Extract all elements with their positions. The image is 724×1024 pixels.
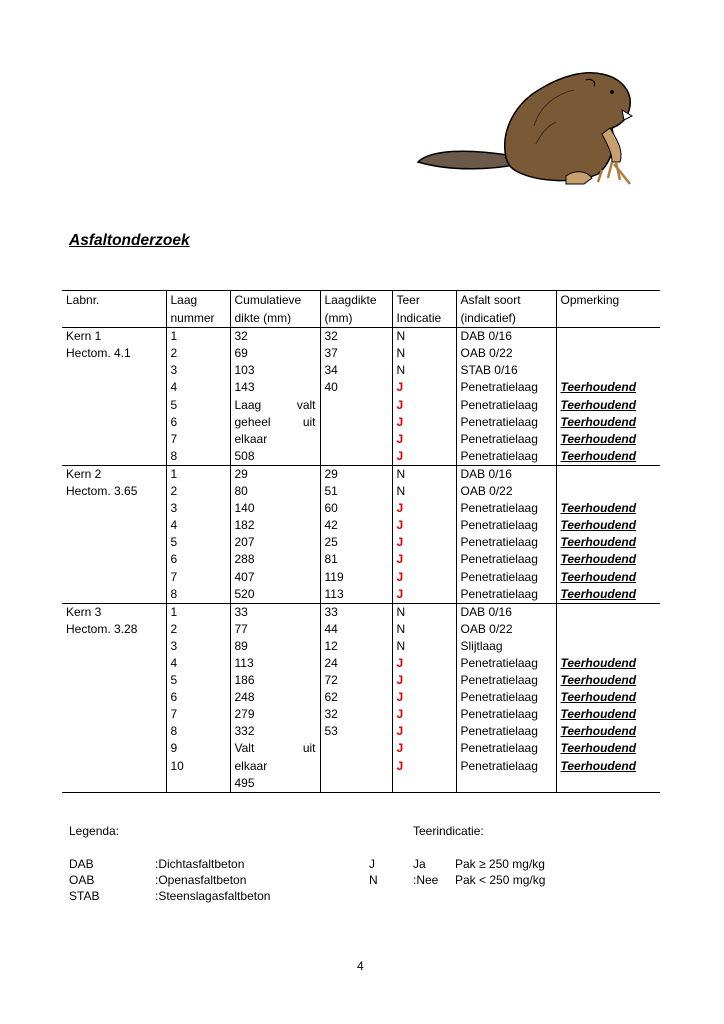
cell-laag-nummer: 1 [166, 603, 230, 621]
cell-laag-nummer: 6 [166, 689, 230, 706]
cell-laag-nummer [166, 775, 230, 793]
cell-cumulatieve-dikte: 407 [234, 569, 255, 584]
cell-text-part: uit [302, 414, 316, 429]
cell-laagdikte: 12 [320, 638, 392, 655]
cell-opmerking: Teerhoudend [560, 569, 637, 584]
cell-opmerking: Teerhoudend [560, 741, 637, 756]
cell-cumulatieve-dikte: 103 [234, 363, 255, 378]
cell-laagdikte [320, 448, 392, 466]
cell-laag-nummer: 4 [166, 379, 230, 396]
cell-laagdikte: 24 [320, 655, 392, 672]
cell-labnr [62, 517, 166, 534]
cell-labnr: Hectom. 4.1 [66, 346, 131, 361]
cell-teer-indicatie: N [396, 638, 406, 653]
teer-desc: Pak ≥ 250 mg/kg [455, 857, 545, 871]
legend-desc: :Steenslagasfaltbeton [155, 889, 271, 903]
cell-asfalt-soort: STAB 0/16 [456, 362, 556, 379]
cell-asfalt-soort: Penetratielaag [456, 689, 556, 706]
cell-labnr [62, 775, 166, 793]
cell-teer-indicatie: J [396, 431, 404, 446]
cell-teer-indicatie: J [396, 690, 404, 705]
cell-teer-indicatie: J [396, 724, 404, 739]
table-row [62, 655, 660, 672]
cell-asfalt-soort: Slijtlaag [456, 638, 556, 655]
cell-cumulatieve-dikte [230, 414, 320, 431]
column-header [556, 309, 660, 328]
table-header-row [62, 309, 660, 328]
cell-asfalt-soort: DAB 0/16 [456, 603, 556, 621]
cell-opmerking: Teerhoudend [560, 501, 637, 516]
cell-opmerking [556, 603, 660, 621]
cell-cumulatieve-dikte: 77 [234, 621, 248, 636]
cell-teer-indicatie: J [396, 586, 404, 601]
cell-asfalt-soort: Penetratielaag [456, 534, 556, 551]
cell-labnr: Hectom. 3.65 [66, 484, 138, 499]
cell-labnr [62, 723, 166, 740]
cell-laag-nummer: 5 [166, 672, 230, 689]
cell-laagdikte: 29 [320, 465, 392, 483]
cell-cumulatieve-dikte: elkaar [234, 431, 268, 446]
cell-asfalt-soort: Penetratielaag [456, 431, 556, 448]
cell-teer-indicatie: N [396, 484, 406, 499]
column-header [62, 309, 166, 328]
cell-laagdikte: 40 [320, 379, 392, 396]
page-title: Asfaltonderzoek [69, 232, 190, 249]
cell-laag-nummer: 3 [166, 500, 230, 517]
cell-asfalt-soort: Penetratielaag [456, 586, 556, 604]
cell-cumulatieve-dikte: 140 [234, 501, 255, 516]
page-number: 4 [357, 959, 364, 973]
cell-opmerking: Teerhoudend [560, 448, 637, 463]
table-row [62, 379, 660, 396]
cell-cumulatieve-dikte: 113 [234, 655, 254, 670]
cell-labnr [62, 706, 166, 723]
cell-laagdikte: 32 [320, 706, 392, 723]
cell-teer-indicatie: J [396, 535, 404, 550]
cell-text-part: geheel [234, 414, 271, 429]
cell-opmerking: Teerhoudend [560, 586, 637, 601]
cell-cumulatieve-dikte: 279 [234, 707, 255, 722]
legend-abbr: OAB [69, 873, 95, 887]
table-row [62, 723, 660, 740]
column-header: Asfalt soort [456, 291, 556, 310]
cell-teer-indicatie: J [396, 448, 404, 463]
cell-labnr [62, 534, 166, 551]
cell-laagdikte [320, 414, 392, 431]
legend-abbr: STAB [69, 889, 100, 903]
table-row [62, 414, 660, 431]
column-header: Teer [392, 291, 456, 310]
cell-asfalt-soort: Penetratielaag [456, 397, 556, 414]
cell-asfalt-soort: Penetratielaag [456, 500, 556, 517]
cell-asfalt-soort: Penetratielaag [456, 758, 556, 775]
cell-asfalt-soort: OAB 0/22 [456, 621, 556, 638]
cell-labnr [62, 362, 166, 379]
cell-laag-nummer: 10 [166, 758, 230, 775]
cell-asfalt-soort: Penetratielaag [456, 379, 556, 396]
cell-teer-indicatie: N [396, 363, 406, 378]
table-row [62, 689, 660, 706]
table-row [62, 517, 660, 534]
cell-opmerking: Teerhoudend [560, 380, 637, 395]
table-row [62, 483, 660, 500]
cell-labnr [62, 431, 166, 448]
cell-laagdikte: 119 [320, 569, 392, 586]
cell-asfalt-soort: Penetratielaag [456, 551, 556, 568]
cell-asfalt-soort: Penetratielaag [456, 448, 556, 466]
cell-opmerking: Teerhoudend [560, 414, 637, 429]
cell-teer-indicatie: J [396, 655, 404, 670]
cell-cumulatieve-dikte: elkaar [234, 758, 268, 773]
cell-asfalt-soort: Penetratielaag [456, 706, 556, 723]
table-row [62, 431, 660, 448]
cell-opmerking: Teerhoudend [560, 431, 637, 446]
cell-laag-nummer: 6 [166, 414, 230, 431]
table-row [62, 551, 660, 568]
cell-laag-nummer: 4 [166, 655, 230, 672]
teer-code: N [369, 873, 378, 887]
cell-cumulatieve-dikte [230, 397, 320, 414]
cell-labnr [62, 500, 166, 517]
teer-label: :Nee [413, 873, 439, 887]
cell-teer-indicatie: J [396, 569, 404, 584]
teer-code: J [369, 857, 375, 871]
cell-labnr: Kern 2 [62, 465, 166, 483]
teer-label: Ja [413, 857, 426, 871]
cell-teer-indicatie [392, 775, 456, 793]
column-header: (mm) [320, 309, 392, 328]
cell-labnr: Kern 3 [62, 603, 166, 621]
cell-asfalt-soort: Penetratielaag [456, 672, 556, 689]
cell-teer-indicatie: J [396, 414, 404, 429]
cell-opmerking [556, 483, 660, 500]
cell-asfalt-soort: Penetratielaag [456, 655, 556, 672]
cell-laag-nummer: 7 [166, 569, 230, 586]
cell-laagdikte: 81 [320, 551, 392, 568]
cell-laag-nummer: 5 [166, 534, 230, 551]
cell-labnr: Kern 1 [66, 329, 102, 344]
cell-labnr [62, 448, 166, 466]
cell-teer-indicatie: N [396, 346, 406, 361]
column-header: Labnr. [62, 291, 166, 310]
cell-asfalt-soort: Penetratielaag [456, 740, 556, 757]
cell-opmerking: Teerhoudend [560, 552, 637, 567]
cell-opmerking: Teerhoudend [560, 518, 637, 533]
table-row [62, 638, 660, 655]
cell-laagdikte: 53 [320, 723, 392, 740]
cell-teer-indicatie: J [396, 673, 404, 688]
cell-laagdikte: 113 [320, 586, 392, 604]
cell-teer-indicatie: J [396, 501, 404, 516]
cell-opmerking [556, 345, 660, 362]
cell-laag-nummer: 3 [166, 362, 230, 379]
column-header: Opmerking [556, 291, 660, 310]
cell-laag-nummer: 2 [166, 621, 230, 638]
cell-labnr [62, 689, 166, 706]
cell-asfalt-soort [456, 775, 556, 793]
table-row [62, 534, 660, 551]
column-header: nummer [166, 309, 230, 328]
asfalt-table [62, 290, 660, 793]
cell-text-part: valt [296, 397, 316, 412]
cell-opmerking: Teerhoudend [560, 397, 637, 412]
cell-asfalt-soort: Penetratielaag [456, 569, 556, 586]
cell-text-part: Valt [234, 741, 255, 756]
table-row [62, 362, 660, 379]
cell-laagdikte [320, 740, 392, 757]
cell-laagdikte: 72 [320, 672, 392, 689]
table-row [62, 586, 660, 604]
cell-teer-indicatie: J [396, 707, 404, 722]
cell-laag-nummer: 9 [166, 740, 230, 757]
cell-laagdikte: 51 [320, 483, 392, 500]
cell-laagdikte [320, 775, 392, 793]
cell-laag-nummer: 7 [166, 431, 230, 448]
cell-laagdikte: 42 [320, 517, 392, 534]
table-row [62, 775, 660, 793]
cell-teer-indicatie: J [396, 741, 404, 756]
cell-laag-nummer: 1 [166, 328, 230, 346]
teer-desc: Pak < 250 mg/kg [455, 873, 546, 887]
cell-laag-nummer: 6 [166, 551, 230, 568]
cell-text-part: Laag [234, 397, 262, 412]
cell-labnr [62, 569, 166, 586]
cell-laag-nummer: 5 [166, 397, 230, 414]
cell-labnr [62, 758, 166, 775]
table-row [62, 465, 660, 483]
column-header: Cumulatieve [230, 291, 320, 310]
cell-laagdikte: 32 [320, 328, 392, 346]
cell-asfalt-soort: Penetratielaag [456, 723, 556, 740]
beaver-illustration [416, 66, 646, 190]
cell-laag-nummer: 8 [166, 448, 230, 466]
cell-labnr [62, 638, 166, 655]
table-row [62, 706, 660, 723]
cell-asfalt-soort: OAB 0/22 [456, 483, 556, 500]
cell-laagdikte [320, 431, 392, 448]
cell-labnr [62, 397, 166, 414]
column-header: (indicatief) [456, 309, 556, 328]
cell-labnr [62, 740, 166, 757]
cell-text-part: uit [302, 741, 316, 756]
cell-cumulatieve-dikte: 207 [234, 535, 255, 550]
cell-cumulatieve-dikte: 29 [230, 465, 320, 483]
cell-cumulatieve-dikte: 80 [234, 484, 248, 499]
cell-cumulatieve-dikte: 495 [230, 775, 320, 793]
cell-cumulatieve-dikte: 248 [234, 690, 255, 705]
table-row [62, 740, 660, 757]
cell-teer-indicatie: J [396, 758, 404, 773]
column-header: Laagdikte [320, 291, 392, 310]
cell-labnr [62, 655, 166, 672]
cell-labnr [62, 379, 166, 396]
cell-cumulatieve-dikte: 89 [234, 638, 248, 653]
cell-laagdikte [320, 758, 392, 775]
cell-laagdikte [320, 397, 392, 414]
table-header-row [62, 291, 660, 310]
cell-labnr [62, 551, 166, 568]
cell-opmerking [556, 775, 660, 793]
cell-asfalt-soort: Penetratielaag [456, 517, 556, 534]
cell-laagdikte: 25 [320, 534, 392, 551]
legend-abbr: DAB [69, 857, 94, 871]
table-row [62, 328, 660, 346]
cell-opmerking: Teerhoudend [560, 690, 637, 705]
cell-cumulatieve-dikte: 182 [234, 518, 255, 533]
cell-laag-nummer: 7 [166, 706, 230, 723]
cell-opmerking: Teerhoudend [560, 535, 637, 550]
cell-opmerking [556, 638, 660, 655]
table-row [62, 345, 660, 362]
teerindicatie-title: Teerindicatie: [413, 824, 484, 838]
legend-desc: :Dichtasfaltbeton [155, 857, 245, 871]
cell-opmerking [556, 328, 660, 346]
column-header: Indicatie [392, 309, 456, 328]
cell-asfalt-soort: OAB 0/22 [456, 345, 556, 362]
legend-desc: :Openasfaltbeton [155, 873, 247, 887]
table-row [62, 603, 660, 621]
column-header: dikte (mm) [230, 309, 320, 328]
cell-cumulatieve-dikte: 33 [230, 603, 320, 621]
cell-teer-indicatie: N [392, 603, 456, 621]
cell-laag-nummer: 3 [166, 638, 230, 655]
cell-teer-indicatie: J [396, 380, 404, 395]
cell-labnr: Hectom. 3.28 [66, 621, 138, 636]
cell-laagdikte: 33 [320, 603, 392, 621]
table-row [62, 758, 660, 775]
cell-asfalt-soort: DAB 0/16 [456, 465, 556, 483]
cell-cumulatieve-dikte: 288 [234, 552, 255, 567]
cell-opmerking: Teerhoudend [560, 655, 637, 670]
cell-laag-nummer: 8 [166, 586, 230, 604]
cell-laagdikte: 34 [320, 362, 392, 379]
cell-labnr [62, 414, 166, 431]
cell-cumulatieve-dikte: 186 [234, 673, 255, 688]
cell-opmerking [556, 621, 660, 638]
cell-laag-nummer: 1 [166, 465, 230, 483]
cell-cumulatieve-dikte [230, 740, 320, 757]
cell-opmerking: Teerhoudend [560, 724, 637, 739]
cell-asfalt-soort: DAB 0/16 [456, 328, 556, 346]
cell-teer-indicatie: N [396, 621, 406, 636]
cell-teer-indicatie: J [396, 397, 404, 412]
cell-opmerking: Teerhoudend [560, 673, 637, 688]
cell-opmerking: Teerhoudend [560, 707, 637, 722]
cell-laag-nummer: 2 [166, 483, 230, 500]
cell-laagdikte: 37 [320, 345, 392, 362]
column-header: Laag [166, 291, 230, 310]
table-row [62, 448, 660, 466]
table-row [62, 672, 660, 689]
cell-asfalt-soort: Penetratielaag [456, 414, 556, 431]
cell-labnr [62, 586, 166, 604]
cell-teer-indicatie: N [392, 465, 456, 483]
table-row [62, 397, 660, 414]
legend-title: Legenda: [69, 824, 120, 838]
cell-cumulatieve-dikte: 332 [234, 724, 255, 739]
cell-laag-nummer: 8 [166, 723, 230, 740]
cell-teer-indicatie: N [396, 329, 406, 344]
cell-laag-nummer: 2 [166, 345, 230, 362]
cell-opmerking [556, 362, 660, 379]
table-row [62, 500, 660, 517]
cell-teer-indicatie: J [396, 552, 404, 567]
cell-opmerking [556, 465, 660, 483]
table-row [62, 621, 660, 638]
cell-cumulatieve-dikte: 69 [234, 346, 248, 361]
cell-labnr [62, 672, 166, 689]
table-row [62, 569, 660, 586]
cell-laagdikte: 44 [320, 621, 392, 638]
cell-cumulatieve-dikte: 32 [234, 329, 248, 344]
cell-laagdikte: 60 [320, 500, 392, 517]
cell-cumulatieve-dikte: 520 [234, 586, 255, 601]
cell-laag-nummer: 4 [166, 517, 230, 534]
cell-cumulatieve-dikte: 508 [234, 448, 255, 463]
cell-laagdikte: 62 [320, 689, 392, 706]
cell-cumulatieve-dikte: 143 [234, 380, 255, 395]
cell-opmerking: Teerhoudend [560, 758, 637, 773]
cell-teer-indicatie: J [396, 518, 404, 533]
